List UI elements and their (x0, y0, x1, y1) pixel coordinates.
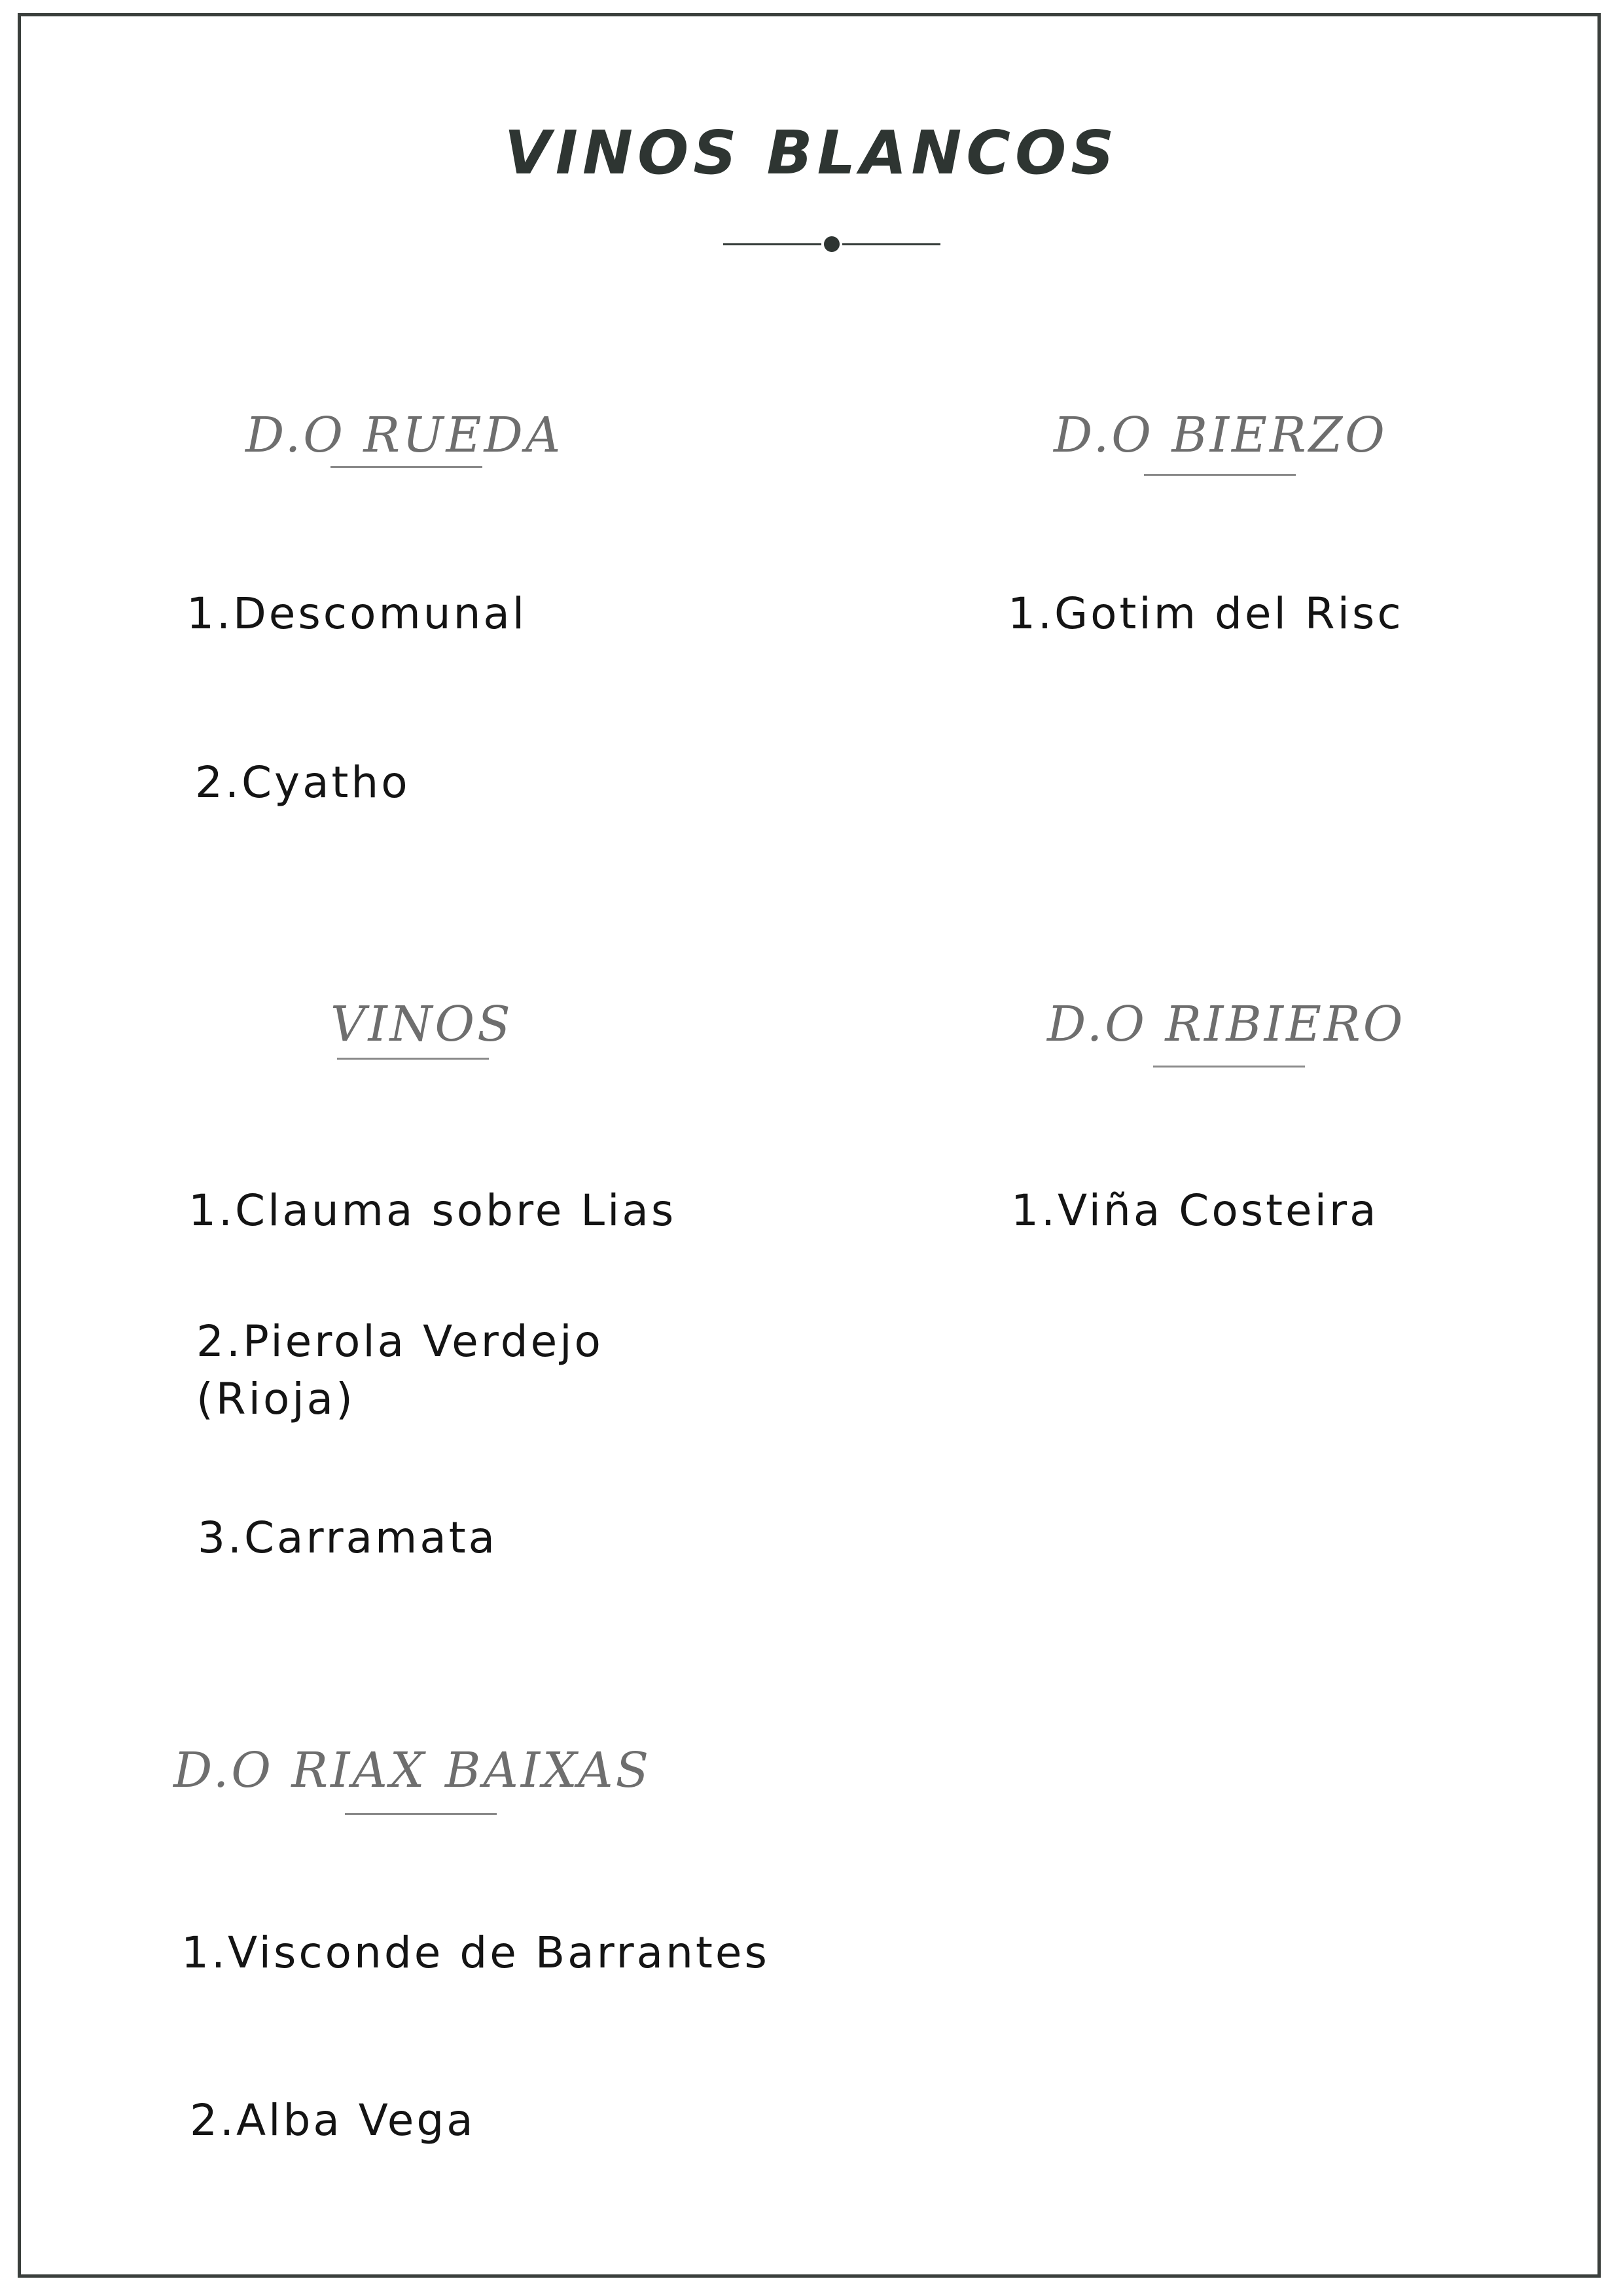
section-heading-bierzo: D.O BIERZO (1054, 407, 1387, 463)
wine-item-bierzo-1: 1.Gotim del Risc (1008, 588, 1404, 639)
wine-item-vinos-1: 1.Clauma sobre Lias (188, 1185, 677, 1236)
section-underline-riax-baixas (345, 1813, 497, 1815)
section-heading-riax-baixas: D.O RIAX BAIXAS (173, 1742, 652, 1799)
wine-item-vinos-2-line-2: (Rioja) (196, 1374, 355, 1424)
section-underline-ribiero (1153, 1066, 1305, 1067)
wine-item-riax-baixas-2: 2.Alba Vega (190, 2095, 476, 2145)
wine-item-ribiero-1: 1.Viña Costeira (1011, 1185, 1379, 1236)
section-underline-vinos (337, 1058, 489, 1060)
section-underline-bierzo (1144, 474, 1296, 476)
wine-item-vinos-3: 3.Carramata (198, 1513, 498, 1563)
section-heading-ribiero: D.O RIBIERO (1047, 996, 1406, 1052)
section-heading-vinos: VINOS (330, 996, 513, 1052)
wine-item-vinos-2-line-1: 2.Pierola Verdejo (196, 1316, 603, 1367)
title-divider-ornament (723, 232, 940, 256)
wine-item-vinos-2 (196, 1313, 603, 1428)
wine-item-rueda-1: 1.Descomunal (187, 588, 527, 639)
wine-item-riax-baixas-1: 1.Visconde de Barrantes (181, 1928, 770, 1978)
wine-item-rueda-2: 2.Cyatho (195, 757, 410, 808)
section-underline-rueda (330, 466, 482, 468)
section-heading-rueda: D.O RUEDA (245, 407, 563, 463)
page-title: VINOS BLANCOS (504, 118, 1119, 188)
